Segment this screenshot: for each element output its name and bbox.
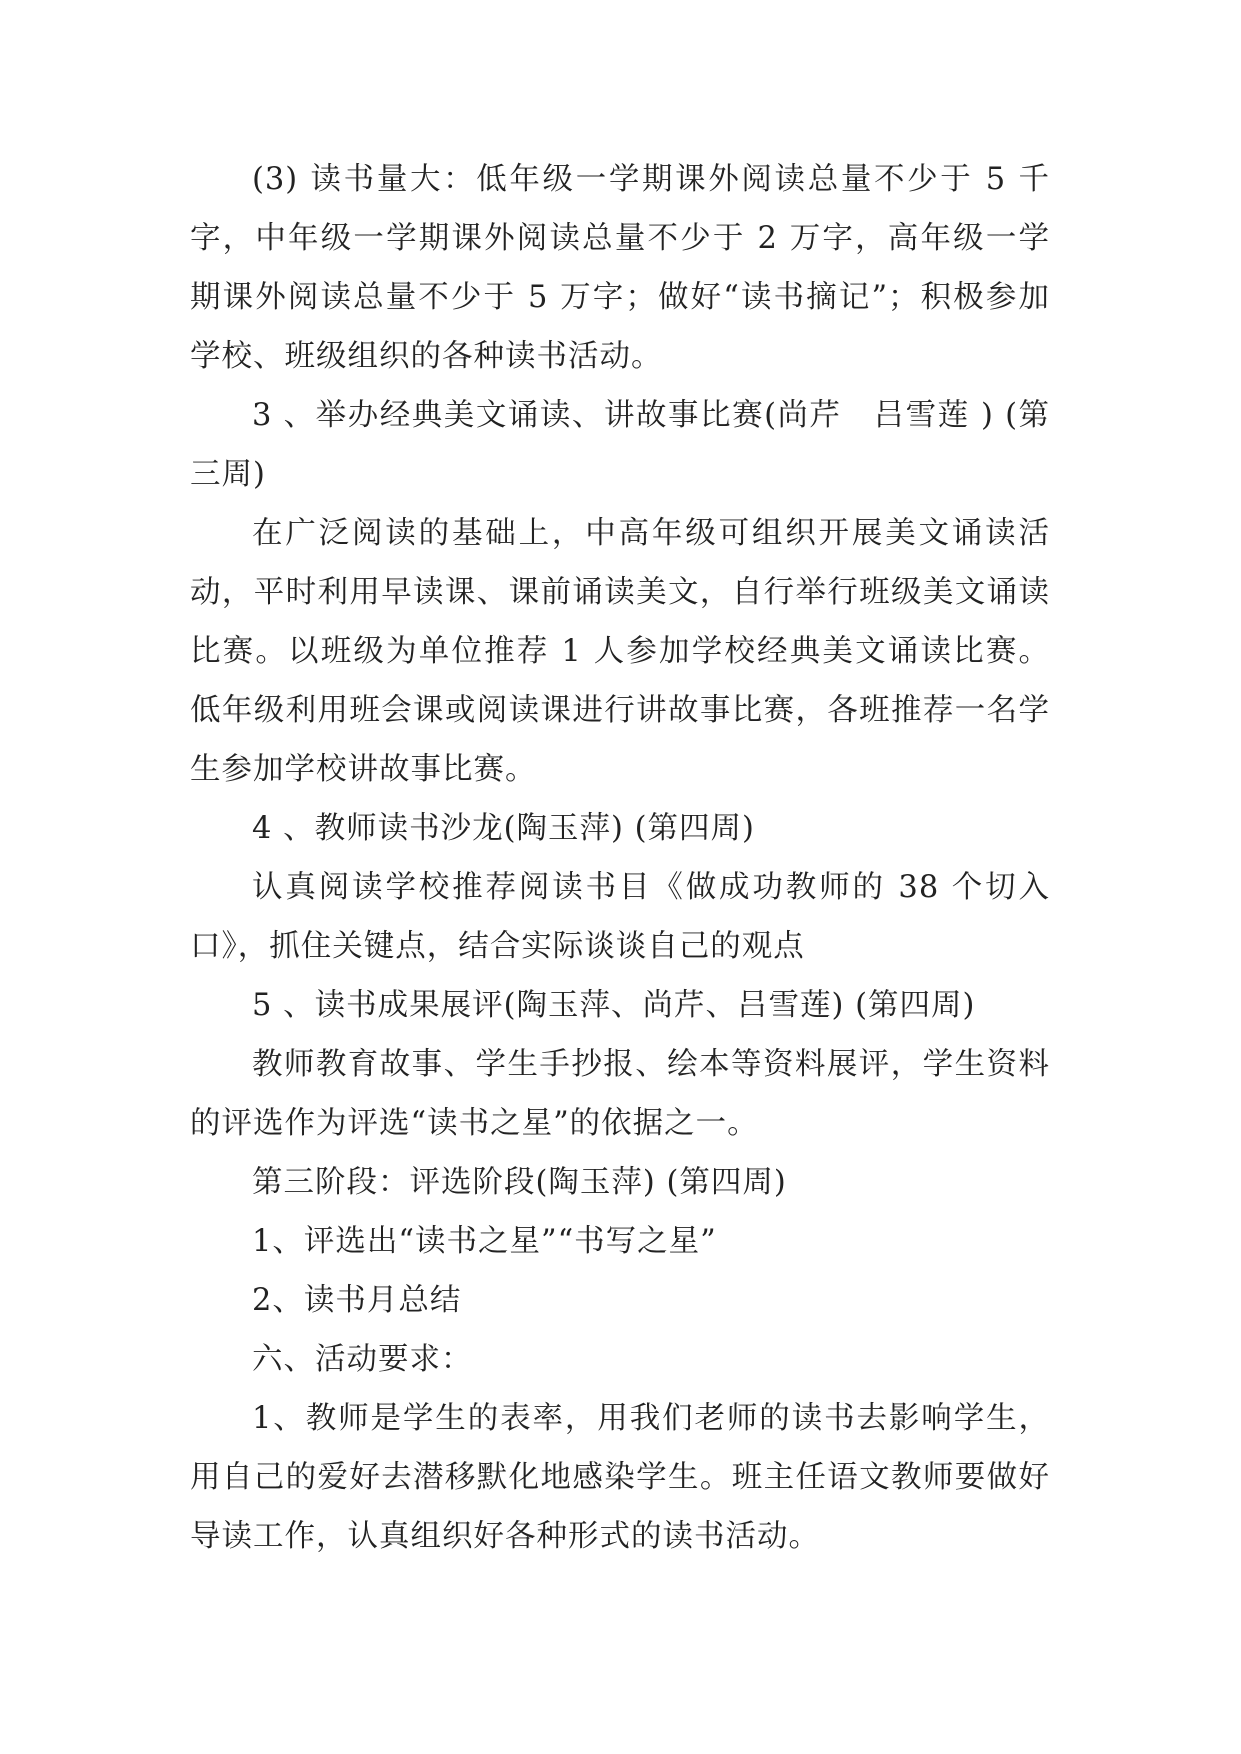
paragraph-heading-teacher-salon: 4 、教师读书沙龙(陶玉萍) (第四周) xyxy=(252,811,755,846)
paragraph-heading-requirements: 六、活动要求： xyxy=(252,1342,473,1377)
paragraph-summary: 2、读书月总结 xyxy=(252,1283,462,1318)
paragraph-teacher-salon-details: 认真阅读学校推荐阅读书目《做成功教师的 38 个切入口》，抓住关键点，结合实际谈谈自己的观点 xyxy=(190,870,1050,964)
paragraph-results-exhibition-details: 教师教育故事、学生手抄报、绘本等资料展评，学生资料的评选作为评选“读书之星”的依据之一。 xyxy=(190,1047,1050,1141)
paragraph-heading-recitation-contest: 3 、举办经典美文诵读、讲故事比赛(尚芹 吕雪莲 ) (第三周) xyxy=(190,398,1050,492)
document-page xyxy=(190,150,1050,1566)
paragraph-reading-volume: (3) 读书量大：低年级一学期课外阅读总量不少于 5 千字，中年级一学期课外阅读总量不少于 2 万字，高年级一学期课外阅读总量不少于 5 万字；做好“读书摘记”；积极参加学校、班级组织的各种读书活动。 xyxy=(190,162,1050,374)
paragraph-requirement-one: 1、教师是学生的表率，用我们老师的读书去影响学生，用自己的爱好去潜移默化地感染学生。班主任语文教师要做好导读工作，认真组织好各种形式的读书活动。 xyxy=(190,1401,1050,1554)
paragraph-recitation-details: 在广泛阅读的基础上，中高年级可组织开展美文诵读活动，平时利用早读课、课前诵读美文，自行举行班级美文诵读比赛。以班级为单位推荐 1 人参加学校经典美文诵读比赛。低年级利用班会课或阅读课进行讲故事比赛，各班推荐一名学生参加学校讲故事比赛。 xyxy=(190,516,1050,787)
paragraph-heading-results-exhibition: 5 、读书成果展评(陶玉萍、尚芹、吕雪莲) (第四周) xyxy=(252,988,976,1023)
paragraph-select-stars: 1、评选出“读书之星”“书写之星” xyxy=(252,1224,717,1259)
paragraph-heading-stage-three: 第三阶段：评选阶段(陶玉萍) (第四周) xyxy=(252,1165,787,1200)
